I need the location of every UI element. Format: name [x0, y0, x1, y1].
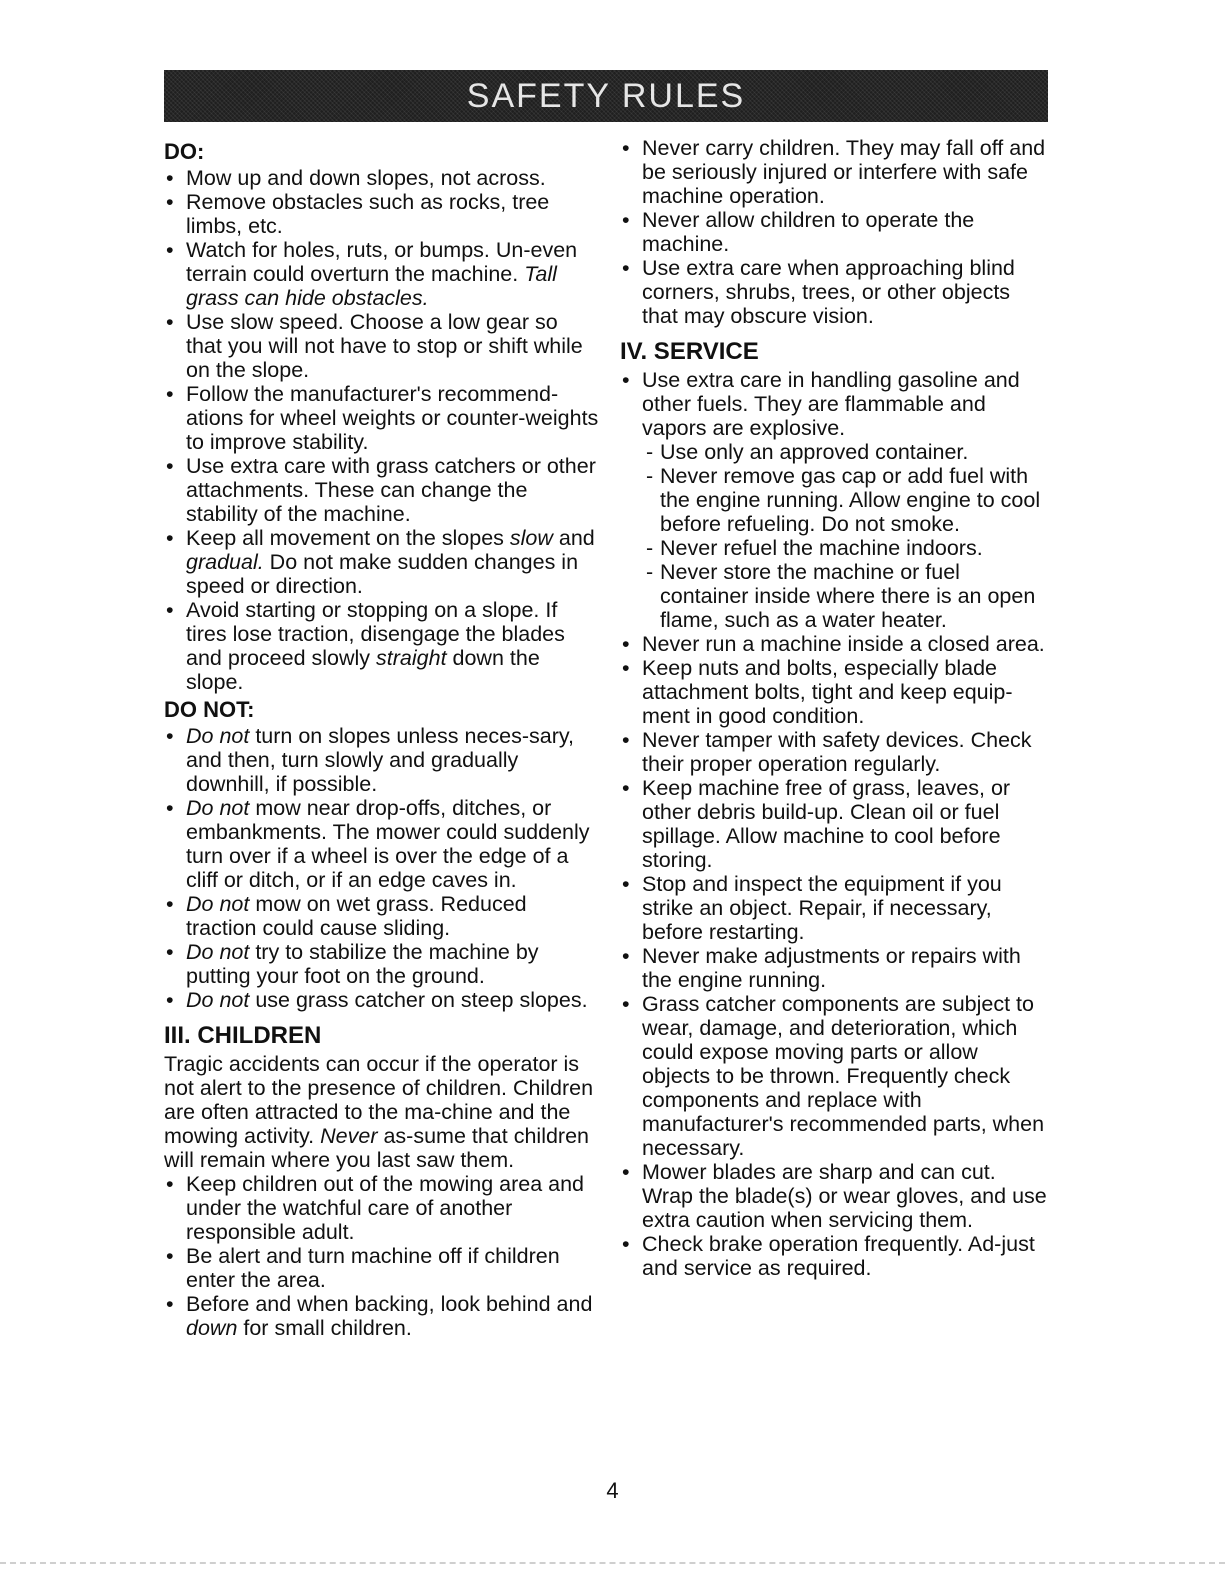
children-list-continued: [620, 136, 1050, 328]
text-run: Keep machine free of grass, leaves, or other debris build-up. Clean oil or fuel spillage. Allow machine to cool before storing.: [642, 776, 1011, 872]
list-item: [620, 656, 1050, 728]
do-not-heading: DO NOT:: [164, 697, 255, 722]
list-item: [620, 1160, 1050, 1232]
text-run: Never allow children to operate the machine.: [642, 208, 975, 256]
text-run: Keep all movement on the slopes: [186, 526, 510, 550]
list-item: [620, 776, 1050, 872]
text-run: mow on wet grass. Reduced traction could cause sliding.: [186, 892, 527, 940]
text-run: Keep children out of the mowing area and under the watchful care of another responsible adult.: [186, 1172, 585, 1244]
text-run: Do not make sudden changes in speed or direction.: [186, 550, 579, 598]
text-run: Watch for holes, ruts, or bumps. Un-even terrain could overturn the machine.: [186, 238, 578, 286]
list-item: [164, 598, 599, 694]
text-run: as-sume that children will remain where you last saw them.: [164, 1124, 589, 1172]
list-item: [164, 310, 599, 382]
text-run: Mower blades are sharp and can cut. Wrap the blade(s) or wear gloves, and use extra caution when servicing them.: [642, 1160, 1047, 1232]
service-heading: IV. SERVICE: [620, 338, 759, 365]
text-run: Avoid starting or stopping on a slope. If tires lose traction, disengage the blades and proceed slowly: [186, 598, 565, 670]
emphasis-text: Do not: [186, 724, 250, 748]
text-run: Follow the manufacturer's recommend-ations for wheel weights or counter-weights to improve stability.: [186, 382, 599, 454]
do-list: [164, 166, 599, 694]
emphasis-text: Do not: [186, 940, 250, 964]
list-item: [620, 136, 1050, 208]
text-run: Before and when backing, look behind and: [186, 1292, 593, 1316]
list-item: [164, 382, 599, 454]
bottom-dashed-rule: [0, 1562, 1225, 1564]
text-run: try to stabilize the machine by putting your foot on the ground.: [186, 940, 539, 988]
sub-list-item: - Never refuel the machine indoors.: [646, 536, 1050, 560]
list-item: [164, 454, 599, 526]
text-run: and: [552, 526, 595, 550]
list-item: [620, 992, 1050, 1160]
left-column: [164, 136, 599, 1340]
list-item: [164, 166, 599, 190]
list-item: [164, 1244, 599, 1292]
list-item: [164, 988, 599, 1012]
list-item: [620, 728, 1050, 776]
emphasis-text: Do not: [186, 988, 250, 1012]
text-run: Grass catcher components are subject to wear, damage, and deterioration, which could expose moving parts or allow objects to be thrown. Frequently check components and replace with manufacturer's recommended parts, when necessary.: [642, 992, 1045, 1160]
sub-list-item: - Never remove gas cap or add fuel with the engine running. Allow engine to cool before refueling. Do not smoke.: [646, 464, 1050, 536]
service-list: [620, 368, 1050, 1280]
list-item: [164, 724, 599, 796]
emphasis-text: slow: [509, 526, 553, 550]
emphasis-text: straight: [376, 646, 447, 670]
children-heading: III. CHILDREN: [164, 1022, 322, 1049]
list-item: [164, 1172, 599, 1244]
fuel-care-text: Use extra care in handling gasoline and other fuels. They are flammable and vapors are explosive.: [642, 368, 1020, 440]
text-run: Use slow speed. Choose a low gear so that you will not have to stop or shift while on the slope.: [186, 310, 583, 382]
text-run: Never tamper with safety devices. Check their proper operation regularly.: [642, 728, 1032, 776]
do-heading: DO:: [164, 139, 205, 164]
text-run: Never make adjustments or repairs with the engine running.: [642, 944, 1021, 992]
text-run: Tragic accidents can occur if the operator is not alert to the presence of children. Children are often attracted to the ma-chine and the mowing activity.: [164, 1052, 594, 1148]
text-run: Check brake operation frequently. Ad-just and service as required.: [642, 1232, 1035, 1280]
list-item: [164, 892, 599, 940]
text-run: Stop and inspect the equipment if you strike an object. Repair, if necessary, before restarting.: [642, 872, 1002, 944]
text-run: turn on slopes unless neces-sary, and then, turn slowly and gradually downhill, if possible.: [186, 724, 575, 796]
emphasis-text: Do not: [186, 892, 250, 916]
fuel-sub-list: [642, 440, 1050, 632]
text-run: Be alert and turn machine off if children enter the area.: [186, 1244, 560, 1292]
text-run: mow near drop-offs, ditches, or embankments. The mower could suddenly turn over if a wheel is over the edge of a cliff or ditch, or if an edge caves in.: [186, 796, 590, 892]
list-item: [164, 238, 599, 310]
text-run: Use extra care when approaching blind corners, shrubs, trees, or other objects that may obscure vision.: [642, 256, 1015, 328]
emphasis-text: gradual.: [186, 550, 264, 574]
emphasis-text: Never: [320, 1124, 378, 1148]
text-run: Keep nuts and bolts, especially blade attachment bolts, tight and keep equip-ment in good condition.: [642, 656, 1013, 728]
text-run: use grass catcher on steep slopes.: [249, 988, 588, 1012]
list-item: [620, 944, 1050, 992]
safety-rules-banner: [164, 70, 1048, 122]
emphasis-text: Do not: [186, 796, 250, 820]
list-item: [164, 190, 599, 238]
text-run: for small children.: [237, 1316, 412, 1340]
text-run: down the slope.: [186, 646, 540, 694]
list-item: [164, 526, 599, 598]
list-item: [620, 632, 1050, 656]
list-item: [620, 368, 1050, 632]
text-run: Mow up and down slopes, not across.: [186, 166, 546, 190]
list-item: [620, 208, 1050, 256]
page-number: 4: [606, 1478, 619, 1503]
do-not-list: [164, 724, 599, 1012]
list-item: [164, 796, 599, 892]
emphasis-text: down: [186, 1316, 238, 1340]
list-item: [620, 872, 1050, 944]
children-list: [164, 1172, 599, 1340]
list-item: [164, 1292, 599, 1340]
sub-list-item: - Never store the machine or fuel container inside where there is an open flame, such as a water heater.: [646, 560, 1050, 632]
emphasis-text: Tall grass can hide obstacles.: [186, 262, 557, 310]
sub-list-item: - Use only an approved container.: [646, 440, 1050, 464]
text-run: Use extra care with grass catchers or other attachments. These can change the stability of the machine.: [186, 454, 596, 526]
list-item: [620, 1232, 1050, 1280]
list-item: [620, 256, 1050, 328]
text-run: Never run a machine inside a closed area.: [642, 632, 1045, 656]
text-run: Never carry children. They may fall off and be seriously injured or interfere with safe machine operation.: [642, 136, 1046, 208]
list-item: [164, 940, 599, 988]
banner-title: SAFETY RULES: [466, 76, 746, 115]
children-intro: [164, 1052, 599, 1172]
text-run: Remove obstacles such as rocks, tree limbs, etc.: [186, 190, 550, 238]
right-column: [620, 136, 1050, 1280]
